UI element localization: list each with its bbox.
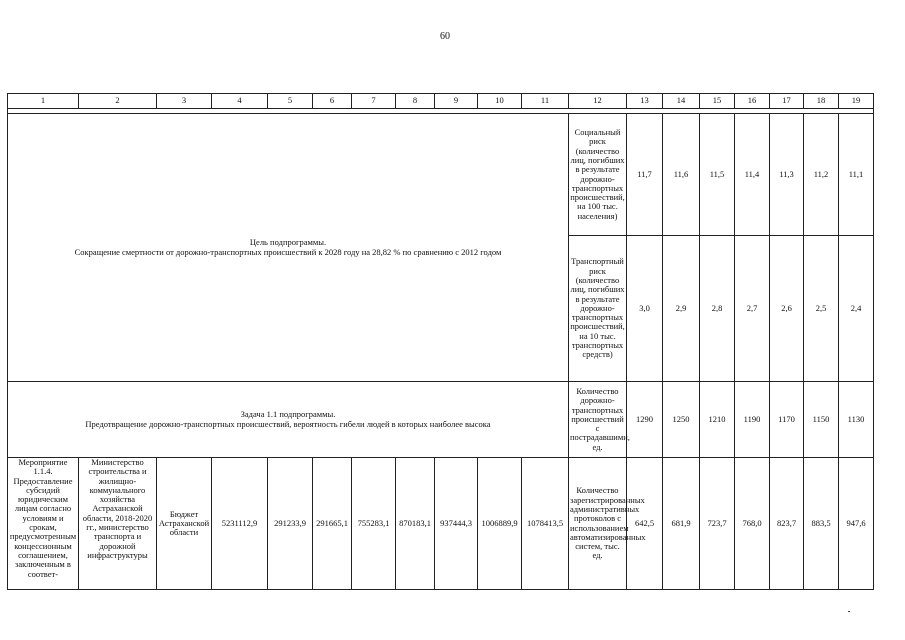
goal-cell <box>8 114 569 382</box>
indicator-social-risk: Социальный риск (количество лиц, погибших в результате дорожно-транспортных происшествий, на 100 тыс. населения) <box>569 114 627 236</box>
column-number: 11 <box>522 94 569 109</box>
scan-speck <box>848 611 850 612</box>
column-number: 5 <box>268 94 313 109</box>
column-number: 13 <box>627 94 663 109</box>
task-cell <box>8 382 569 458</box>
value-cell: 2,7 <box>735 236 770 382</box>
measure-funding-source: Бюджет Астраханской области <box>157 458 212 590</box>
value-cell: 1170 <box>770 382 804 458</box>
value-cell: 2,4 <box>839 236 874 382</box>
column-number: 12 <box>569 94 627 109</box>
indicator-transport-risk: Транспортный риск (количество лиц, погибших в результате дорожно-транспортных происшествий, на 10 тыс. транспортных средств) <box>569 236 627 382</box>
column-number: 17 <box>770 94 804 109</box>
value-cell: 2,6 <box>770 236 804 382</box>
value-cell: 11,7 <box>627 114 663 236</box>
value-cell: 1210 <box>700 382 735 458</box>
measure-name: Мероприятие 1.1.4. Предоставление субсидий юридическим лицам согласно условиям и срокам, предусмотренным концессионным соглашением, заключенным в соответ- <box>8 458 79 590</box>
value-cell: 2,8 <box>700 236 735 382</box>
value-cell: 947,6 <box>839 458 874 590</box>
amount-cell: 291665,1 <box>313 458 352 590</box>
amount-cell: 291233,9 <box>268 458 313 590</box>
column-number: 8 <box>396 94 435 109</box>
column-number: 7 <box>352 94 396 109</box>
value-cell: 823,7 <box>770 458 804 590</box>
value-cell: 11,6 <box>663 114 700 236</box>
column-number: 14 <box>663 94 700 109</box>
column-number-row <box>8 94 874 109</box>
value-cell: 681,9 <box>663 458 700 590</box>
value-cell: 1290 <box>627 382 663 458</box>
value-cell: 11,4 <box>735 114 770 236</box>
value-cell: 2,9 <box>663 236 700 382</box>
indicator-accidents-count: Количество дорожно-транспортных происшествий с пострадавшими, ед. <box>569 382 627 458</box>
goal-title: Цель подпрограммы. <box>249 237 327 248</box>
column-number: 9 <box>435 94 478 109</box>
value-cell: 1250 <box>663 382 700 458</box>
amount-cell: 5231112,9 <box>212 458 268 590</box>
page-number: 60 <box>440 31 450 42</box>
amount-cell: 937444,3 <box>435 458 478 590</box>
value-cell: 11,1 <box>839 114 874 236</box>
value-cell: 11,5 <box>700 114 735 236</box>
amount-cell: 1078413,5 <box>522 458 569 590</box>
column-number: 19 <box>839 94 874 109</box>
value-cell: 11,3 <box>770 114 804 236</box>
task-text: Предотвращение дорожно-транспортных происшествий, вероятность гибели людей в которых наиболее высока <box>85 418 491 429</box>
column-number: 15 <box>700 94 735 109</box>
value-cell: 3,0 <box>627 236 663 382</box>
column-number: 10 <box>478 94 522 109</box>
amount-cell: 870183,1 <box>396 458 435 590</box>
value-cell: 1190 <box>735 382 770 458</box>
value-cell: 883,5 <box>804 458 839 590</box>
goal-text: Сокращение смертности от дорожно-транспортных происшествий к 2028 году на 28,82 % по сравнению с 2012 годом <box>74 246 502 257</box>
task-title: Задача 1.1 подпрограммы. <box>240 409 336 420</box>
amount-cell: 1006889,9 <box>478 458 522 590</box>
value-cell: 2,5 <box>804 236 839 382</box>
measure-executor: Министерство строительства и жилищно-коммунального хозяйства Астраханской области, 2018-2020 гг., министерство транспорта и дорожной инфраструктуры <box>79 458 157 590</box>
value-cell: 723,7 <box>700 458 735 590</box>
column-number: 2 <box>79 94 157 109</box>
column-number: 3 <box>157 94 212 109</box>
indicator-protocols: Количество зарегистрированных административных протоколов с использованием автоматизированных систем, тыс. ед. <box>569 458 627 590</box>
value-cell: 1130 <box>839 382 874 458</box>
goal-row-social-risk <box>8 114 874 236</box>
column-number: 6 <box>313 94 352 109</box>
column-number: 18 <box>804 94 839 109</box>
task-row <box>8 382 874 458</box>
column-number: 16 <box>735 94 770 109</box>
value-cell: 642,5 <box>627 458 663 590</box>
column-number: 4 <box>212 94 268 109</box>
value-cell: 11,2 <box>804 114 839 236</box>
value-cell: 1150 <box>804 382 839 458</box>
amount-cell: 755283,1 <box>352 458 396 590</box>
measure-row <box>8 458 874 590</box>
column-number: 1 <box>8 94 79 109</box>
program-table <box>7 93 874 590</box>
value-cell: 768,0 <box>735 458 770 590</box>
